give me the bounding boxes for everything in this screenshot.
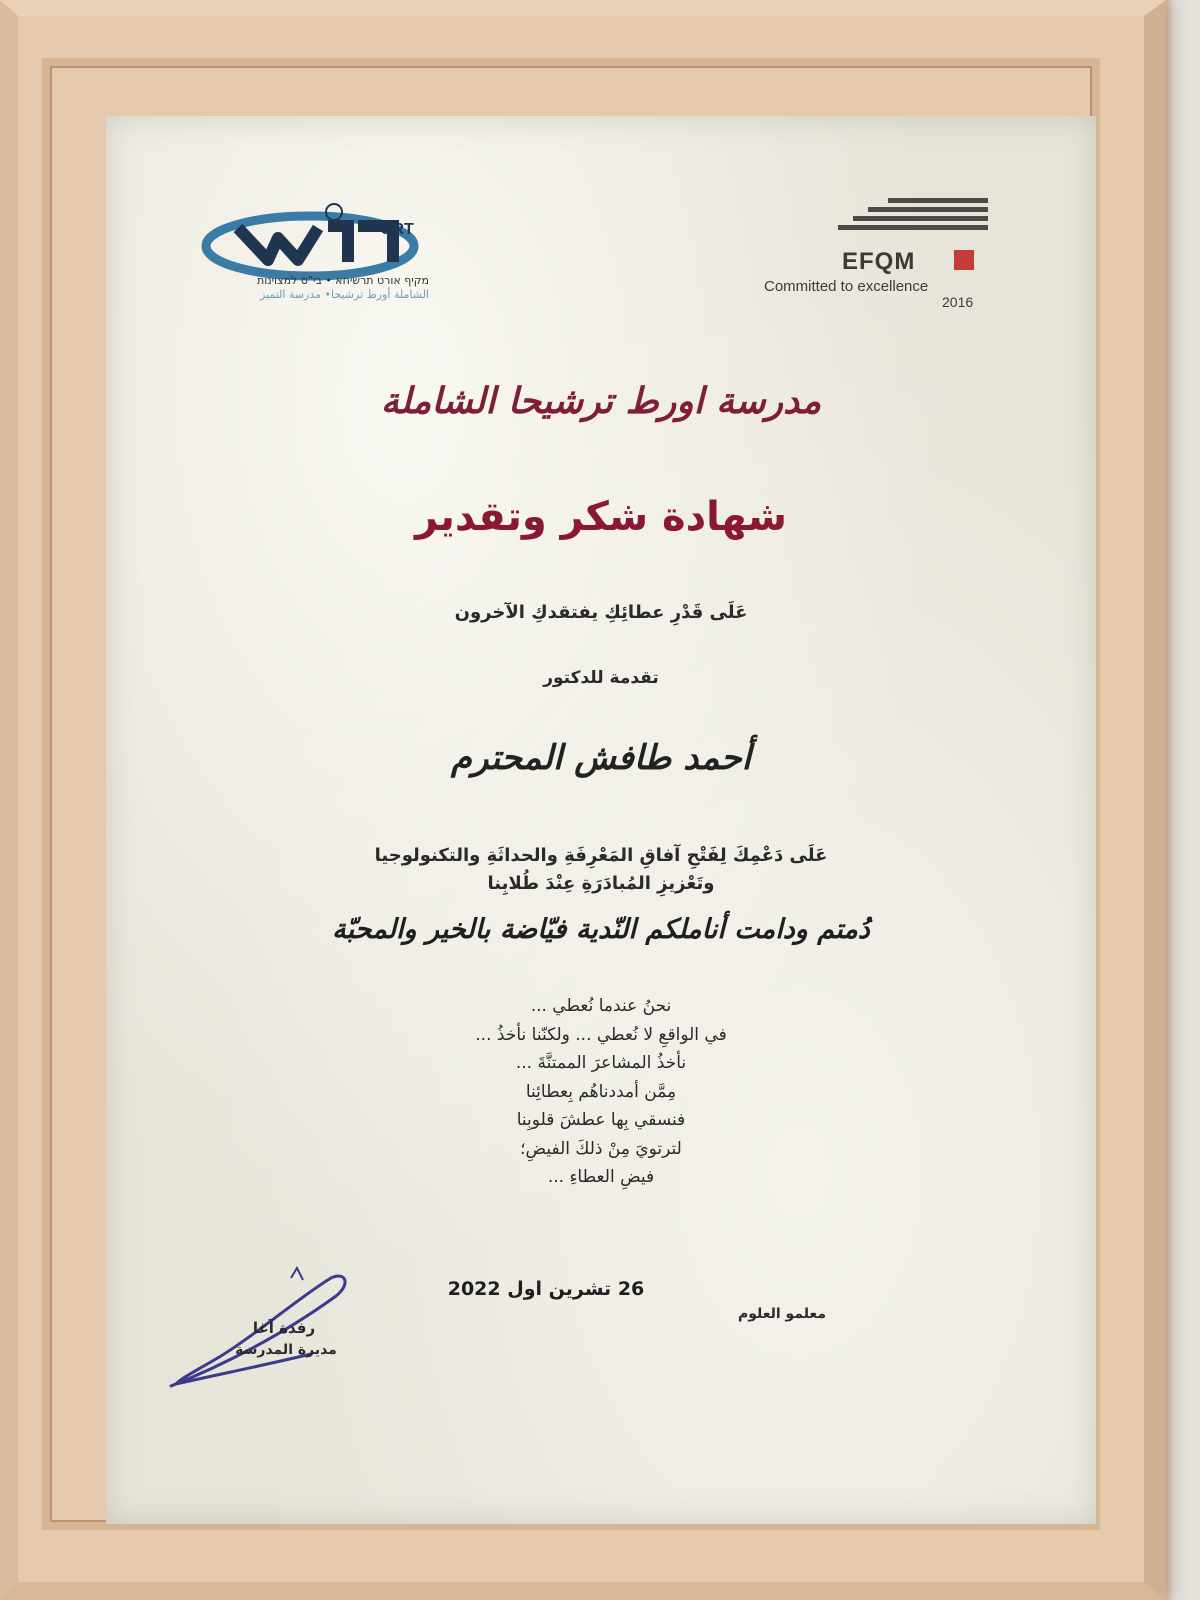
efqm-square-icon	[954, 250, 974, 270]
poem-line: لترتويَ مِنْ ذلكَ الفيضِ؛	[520, 1138, 682, 1159]
presented-to: تقدمة للدكتور	[543, 668, 659, 688]
poem-line: فيضِ العطاءِ ...	[547, 1167, 655, 1187]
certificate-date: 26 تشرين اول 2022	[447, 1278, 645, 1300]
certificate-title: شهادة شكر وتقدير	[415, 494, 787, 540]
motto: عَلَى قَدْرِ عطائِكِ يفتقدكِ الآخرون	[454, 602, 748, 623]
poem-line: في الواقعِ لا نُعطي ... ولكنّنا نأخذُ ...	[475, 1024, 727, 1045]
blessing: دُمتم ودامت أناملكم النّدية فيّاضة بالخير والمحبّة	[332, 914, 870, 945]
reason-text	[106, 842, 1096, 898]
reason-line: عَلَى دَعْمِكَ لِفَتْحِ آفاقِ المَعْرِفَةِ والحداثَةِ والتكنولوجيا	[374, 845, 828, 866]
principal-role: مديرة المدرسة	[235, 1342, 337, 1358]
poem-line: نأخذُ المشاعرَ الممتنَّةَ ...	[515, 1053, 687, 1073]
recipient-name: أحمد طافش المحترم	[450, 738, 752, 778]
certificate-paper	[106, 116, 1096, 1524]
efqm-year: 2016	[942, 294, 974, 310]
teachers-signoff: معلمو العلوم	[737, 1306, 827, 1322]
poem-line: مِمَّن أمددناهُم بِعطائِنا	[525, 1081, 677, 1102]
principal-name: رفدة آغا	[252, 1319, 316, 1337]
reason-line: وتَعْزيزِ المُبادَرَةِ عِنْدَ طُلابِنا	[487, 873, 715, 894]
efqm-bars-icon	[838, 198, 988, 240]
ort-arabic-line: الشاملة أورط ترشيحا• مدرسة التميز	[259, 288, 429, 301]
school-name: مدرسة اورط ترشيحا الشاملة	[380, 381, 822, 422]
ort-hebrew-line: מקיף אורט תרשיחא • בי"ס למצוינות	[256, 274, 429, 287]
poem-line: نحنُ عندما نُعطي ...	[530, 996, 672, 1016]
ort-subtitle	[204, 274, 429, 302]
efqm-tagline: Committed to excellence	[764, 278, 929, 295]
efqm-name: EFQM	[842, 248, 916, 275]
efqm-logo	[756, 198, 996, 318]
poem	[106, 992, 1096, 1192]
svg-text:ORT: ORT	[380, 221, 414, 238]
poem-line: فنسقي بِها عطشَ قلوبِنا	[516, 1110, 686, 1130]
